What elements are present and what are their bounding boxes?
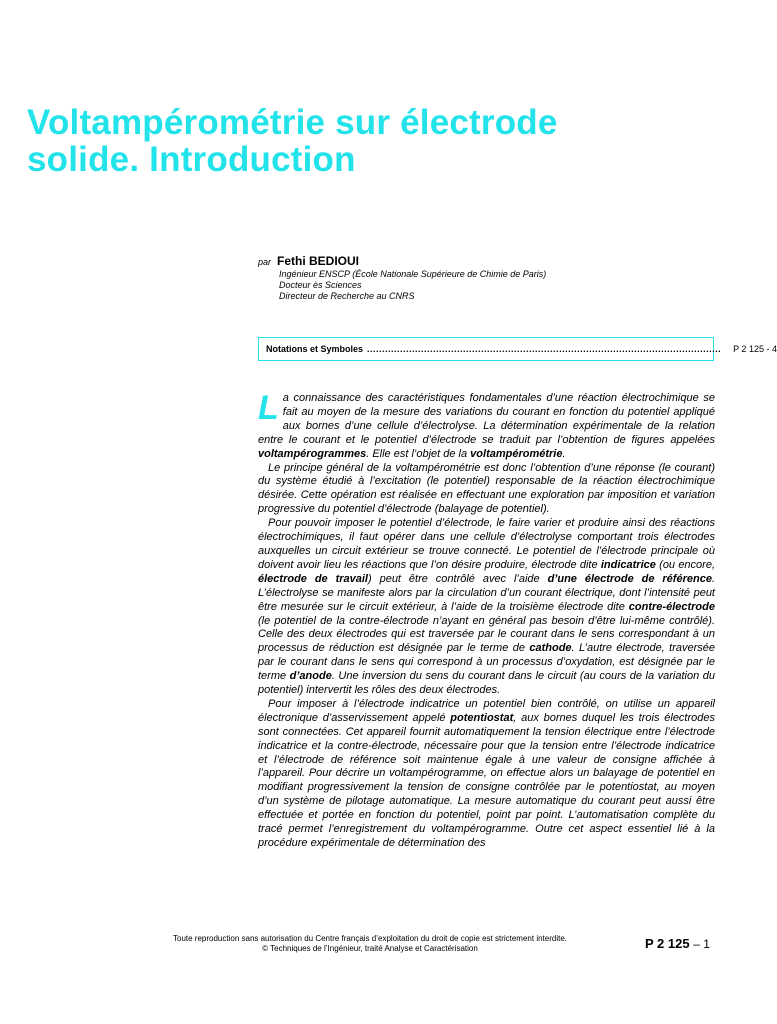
- text-run: (ou encore,: [655, 558, 716, 571]
- table-of-contents-box: [258, 337, 777, 361]
- author-credential: Ingénieur ENSCP (École Nationale Supérieure de Chimie de Paris): [279, 269, 547, 279]
- toc-page-ref: P 2 125 - 4: [733, 344, 777, 354]
- text-run: . Une inversion du sens du courant dans le circuit (au cours de la variation du potentiel) intervertit les rôles des deux électrodes.: [258, 670, 715, 697]
- page-number: [645, 936, 710, 951]
- body-text: [258, 389, 716, 851]
- text-run: , aux bornes duquel les trois électrodes sont connectées. Cet appareil fournit automatiquement la tension électrique entre l’électrode indicatrice et la contre-électrode, nécessaire pour que la tension entre l’électrode indicatrice et l’électrode de référence soit maintenue égale à une valeur de consigne affichée à l’appareil. Pour décrire un voltampérogramme, on effectue alors un balayage de potentiel en modifiant progressivement la tension de consigne contrôlée par le potentiostat, au moyen d’un système de pilotage automatique. La mesure automatique du courant peut aussi être effectuée et portée en fonction du potentiel, point par point. L’automatisation complète du tracé permet l’enregistrement du voltampérogramme. Outre cet aspect essentiel lié à la procédure expérimentale de détermination des: [258, 711, 716, 849]
- author-credential: Directeur de Recherche au CNRS: [279, 291, 415, 301]
- text-run: . L’autre électrode, traversée par le courant dans le sens qui correspond à un processus d’oxydation, est désignée par le terme: [258, 642, 715, 683]
- bold-term: voltampérométrie: [470, 447, 563, 460]
- author-prefix: par: [258, 257, 272, 267]
- author-block: [258, 254, 718, 302]
- bold-term: d’anode: [289, 670, 332, 683]
- text-run: . Elle est l’objet de la: [366, 447, 471, 460]
- text-run: . L’électrolyse se manifeste alors par la circulation d’un courant électrique, dont l’intensité peut être mesurée sur le circuit extérieur, à l’aide de la troisième électrode dite: [258, 572, 715, 613]
- author-name: Fethi BEDIOUI: [277, 254, 360, 268]
- bold-term: potentiostat: [450, 711, 514, 724]
- title-line-2: solide. Introduction: [27, 140, 356, 179]
- text-run: ) peut être contrôlé avec l’aide: [368, 572, 548, 585]
- bold-term: d’une électrode de référence: [547, 572, 712, 585]
- author-credential: Docteur ès Sciences: [279, 280, 362, 290]
- page-index: – 1: [693, 937, 710, 951]
- footer-line-2: © Techniques de l’Ingénieur, traité Analyse et Caractérisation: [262, 944, 478, 953]
- paragraph: [258, 462, 715, 518]
- bold-term: contre-électrode: [628, 600, 715, 613]
- text-run: .: [562, 447, 566, 460]
- document-title: [27, 104, 727, 178]
- text-run: a connaissance des caractéristiques fondamentales d’une réaction électrochimique se fait au moyen de la mesure des variations du courant en fonction du potentiel appliqué aux bornes d’une cellule d’électrolyse. La détermination expérimentale de la relation entre le courant et le potentiel d’électrode se traduit par l’obtention de figures appelées: [258, 392, 715, 446]
- text-run: Le principe général de la voltampérométrie est donc l’obtention d’une réponse (le courant) du système étudié à l’excitation (le potentiel) responsable de la réaction électrochimique désirée. Cette opération est réalisée en effectuant une exploration par imposition et variation progressive du potentiel d’électrode (balayage de potentiel).: [258, 461, 715, 516]
- author-line: [258, 254, 718, 269]
- paragraph: [258, 517, 715, 698]
- toc-entry-label[interactable]: Notations et Symboles: [266, 344, 364, 354]
- bold-term: voltampérogrammes: [258, 447, 367, 460]
- paragraph: [258, 698, 715, 851]
- toc-leader-dots: ......................................................................................................................: [367, 344, 722, 354]
- title-line-1: Voltampérométrie sur électrode: [27, 103, 558, 142]
- drop-cap: L: [258, 389, 279, 427]
- text-run: (le potentiel de la contre-électrode n’ayant en général pas besoin d’être lui-même contrôlé). Celle des deux électrodes qui est traversée par le courant dans le sens correspondant à un processus de réduction est désignée par le terme de: [258, 614, 715, 655]
- text-run: Pour pouvoir imposer le potentiel d’électrode, le faire varier et produire ainsi des réactions électrochimiques, il faut opérer dans une cellule d’électrolyse comportant trois électrodes auxquelles un circuit extérieur se trouve connecté. Le potentiel de l’électrode principale où doivent avoir lieu les réactions que l’on désire produire, électrode dite: [258, 517, 715, 571]
- text-run: Pour imposer à l’électrode indicatrice un potentiel bien contrôlé, on utilise un appareil électronique d’asservissement appelé: [258, 697, 715, 724]
- footer-line-1: Toute reproduction sans autorisation du Centre français d’exploitation du droit de copie est strictement interdite.: [173, 934, 567, 943]
- footer-copyright: [100, 934, 640, 954]
- paragraph: [258, 389, 715, 462]
- bold-term: indicatrice: [600, 558, 656, 571]
- bold-term: cathode: [529, 642, 572, 655]
- document-code: P 2 125: [645, 936, 690, 951]
- bold-term: électrode de travail: [258, 572, 368, 585]
